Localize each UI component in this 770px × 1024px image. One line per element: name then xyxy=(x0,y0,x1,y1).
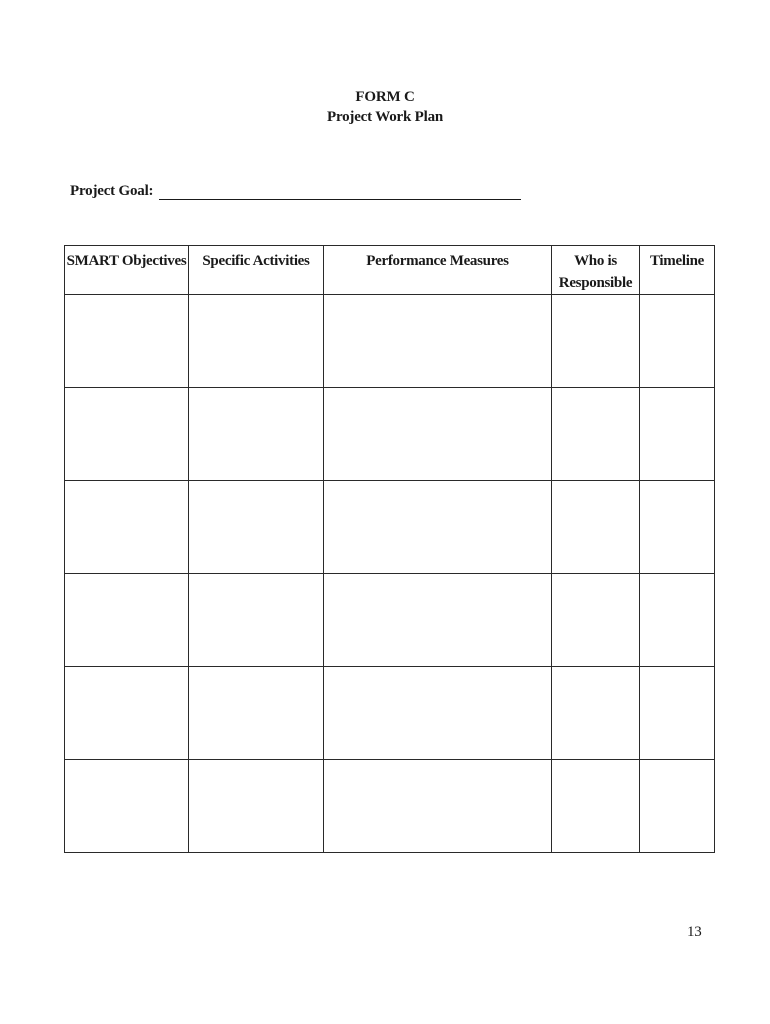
cell-specific-activity[interactable] xyxy=(189,388,324,481)
cell-timeline[interactable] xyxy=(640,574,715,667)
cell-timeline[interactable] xyxy=(640,388,715,481)
cell-specific-activity[interactable] xyxy=(189,481,324,574)
cell-who-is-responsible[interactable] xyxy=(552,388,640,481)
column-header-who-is-responsible: Who is Responsible xyxy=(552,246,640,295)
cell-who-is-responsible[interactable] xyxy=(552,667,640,760)
cell-timeline[interactable] xyxy=(640,760,715,853)
table-row xyxy=(65,574,715,667)
table-row xyxy=(65,760,715,853)
column-header-timeline: Timeline xyxy=(640,246,715,295)
cell-performance-measure[interactable] xyxy=(324,295,552,388)
cell-smart-objective[interactable] xyxy=(65,481,189,574)
project-goal-field[interactable] xyxy=(159,198,521,200)
cell-specific-activity[interactable] xyxy=(189,760,324,853)
column-header-smart-objectives: SMART Objectives xyxy=(65,246,189,295)
cell-timeline[interactable] xyxy=(640,295,715,388)
cell-specific-activity[interactable] xyxy=(189,667,324,760)
cell-specific-activity[interactable] xyxy=(189,295,324,388)
table-row xyxy=(65,295,715,388)
cell-performance-measure[interactable] xyxy=(324,574,552,667)
page-header xyxy=(0,87,770,127)
cell-who-is-responsible[interactable] xyxy=(552,760,640,853)
page-number: 13 xyxy=(687,924,702,940)
cell-smart-objective[interactable] xyxy=(65,574,189,667)
cell-timeline[interactable] xyxy=(640,481,715,574)
work-plan-table xyxy=(64,245,715,853)
cell-performance-measure[interactable] xyxy=(324,667,552,760)
project-goal-label: Project Goal: xyxy=(70,183,154,199)
cell-performance-measure[interactable] xyxy=(324,760,552,853)
table-row xyxy=(65,667,715,760)
cell-smart-objective[interactable] xyxy=(65,760,189,853)
project-goal-row xyxy=(70,180,521,200)
table-row xyxy=(65,388,715,481)
cell-who-is-responsible[interactable] xyxy=(552,295,640,388)
column-header-specific-activities: Specific Activities xyxy=(189,246,324,295)
cell-smart-objective[interactable] xyxy=(65,388,189,481)
form-id: FORM C xyxy=(355,89,415,105)
column-header-performance-measures: Performance Measures xyxy=(324,246,552,295)
form-title: Project Work Plan xyxy=(326,109,444,125)
table-row xyxy=(65,481,715,574)
cell-who-is-responsible[interactable] xyxy=(552,574,640,667)
cell-who-is-responsible[interactable] xyxy=(552,481,640,574)
cell-performance-measure[interactable] xyxy=(324,388,552,481)
cell-performance-measure[interactable] xyxy=(324,481,552,574)
cell-smart-objective[interactable] xyxy=(65,667,189,760)
table-header-row xyxy=(65,246,715,295)
cell-timeline[interactable] xyxy=(640,667,715,760)
cell-specific-activity[interactable] xyxy=(189,574,324,667)
cell-smart-objective[interactable] xyxy=(65,295,189,388)
